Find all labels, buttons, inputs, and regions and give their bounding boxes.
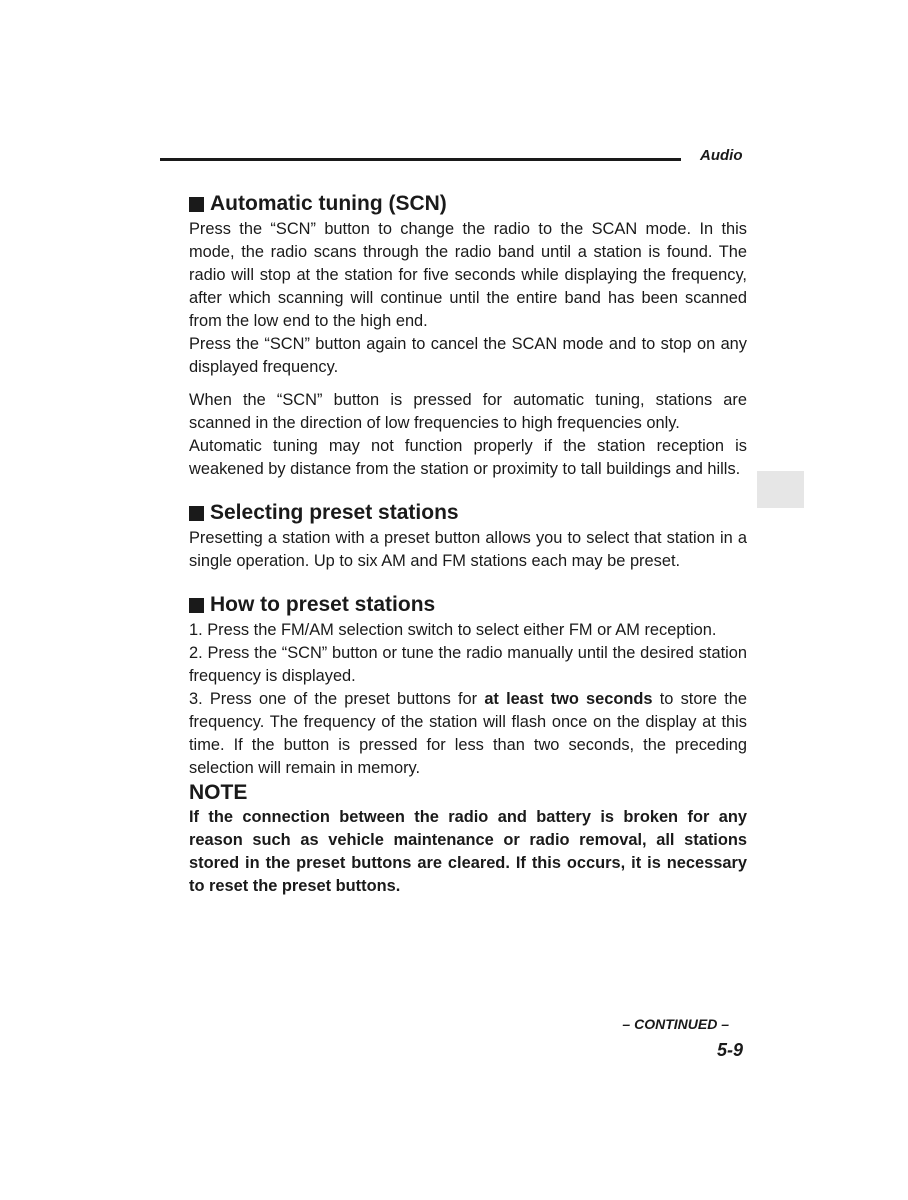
step-3-emphasis: at least two seconds bbox=[484, 690, 653, 708]
note-body: If the connection between the radio and battery is broken for any reason such as vehicle maintenance or radio removal, all stations stored in the preset buttons are cleared. If this occurs, it is necessary to reset the preset buttons. bbox=[189, 808, 747, 895]
page-number: 5-9 bbox=[716, 1040, 743, 1060]
paragraph: Press the “SCN” button again to cancel the SCAN mode and to stop on any displayed frequency. bbox=[189, 335, 747, 376]
square-bullet-icon bbox=[189, 506, 204, 521]
continued-label: – CONTINUED – bbox=[622, 1016, 729, 1032]
paragraph: Press the “SCN” button to change the radio to the SCAN mode. In this mode, the radio scans through the radio band until a station is found. The radio will stop at the station for five seconds while displaying the frequency, after which scanning will continue until the entire band has been scanned from the low end to the high end. bbox=[189, 220, 747, 330]
step-3-text-rest: to store the frequency. The frequency of the station will flash once on the display at this time. If the button is pressed for less than two seconds, the preceding selection will remain in memory. bbox=[189, 690, 747, 777]
step-3-text: 3. Press one of the preset buttons for bbox=[189, 690, 485, 708]
heading-text: How to preset stations bbox=[210, 593, 436, 616]
paragraph: Presetting a station with a preset button allows you to select that station in a single operation. Up to six AM and FM stations each may be preset. bbox=[189, 529, 747, 570]
paragraph: Automatic tuning may not function properly if the station reception is weakened by distance from the station or proximity to tall buildings and hills. bbox=[189, 437, 747, 478]
section-label: Audio bbox=[700, 147, 743, 164]
page-content bbox=[189, 190, 747, 898]
heading-selecting-preset bbox=[189, 499, 747, 527]
step-2: 2. Press the “SCN” button or tune the radio manually until the desired station frequency is displayed. bbox=[189, 644, 747, 685]
heading-text: Selecting preset stations bbox=[210, 501, 459, 524]
paragraph: When the “SCN” button is pressed for automatic tuning, stations are scanned in the direction of low frequencies to high frequencies only. bbox=[189, 391, 747, 432]
step-1: 1. Press the FM/AM selection switch to select either FM or AM reception. bbox=[189, 621, 717, 639]
note-title: NOTE bbox=[189, 781, 248, 804]
heading-how-to-preset bbox=[189, 591, 747, 619]
step-3 bbox=[189, 688, 747, 780]
square-bullet-icon bbox=[189, 197, 204, 212]
thumb-index-tab bbox=[757, 471, 804, 508]
heading-text: Automatic tuning (SCN) bbox=[210, 192, 447, 215]
heading-automatic-tuning bbox=[189, 190, 747, 218]
square-bullet-icon bbox=[189, 598, 204, 613]
header-rule bbox=[160, 158, 681, 161]
